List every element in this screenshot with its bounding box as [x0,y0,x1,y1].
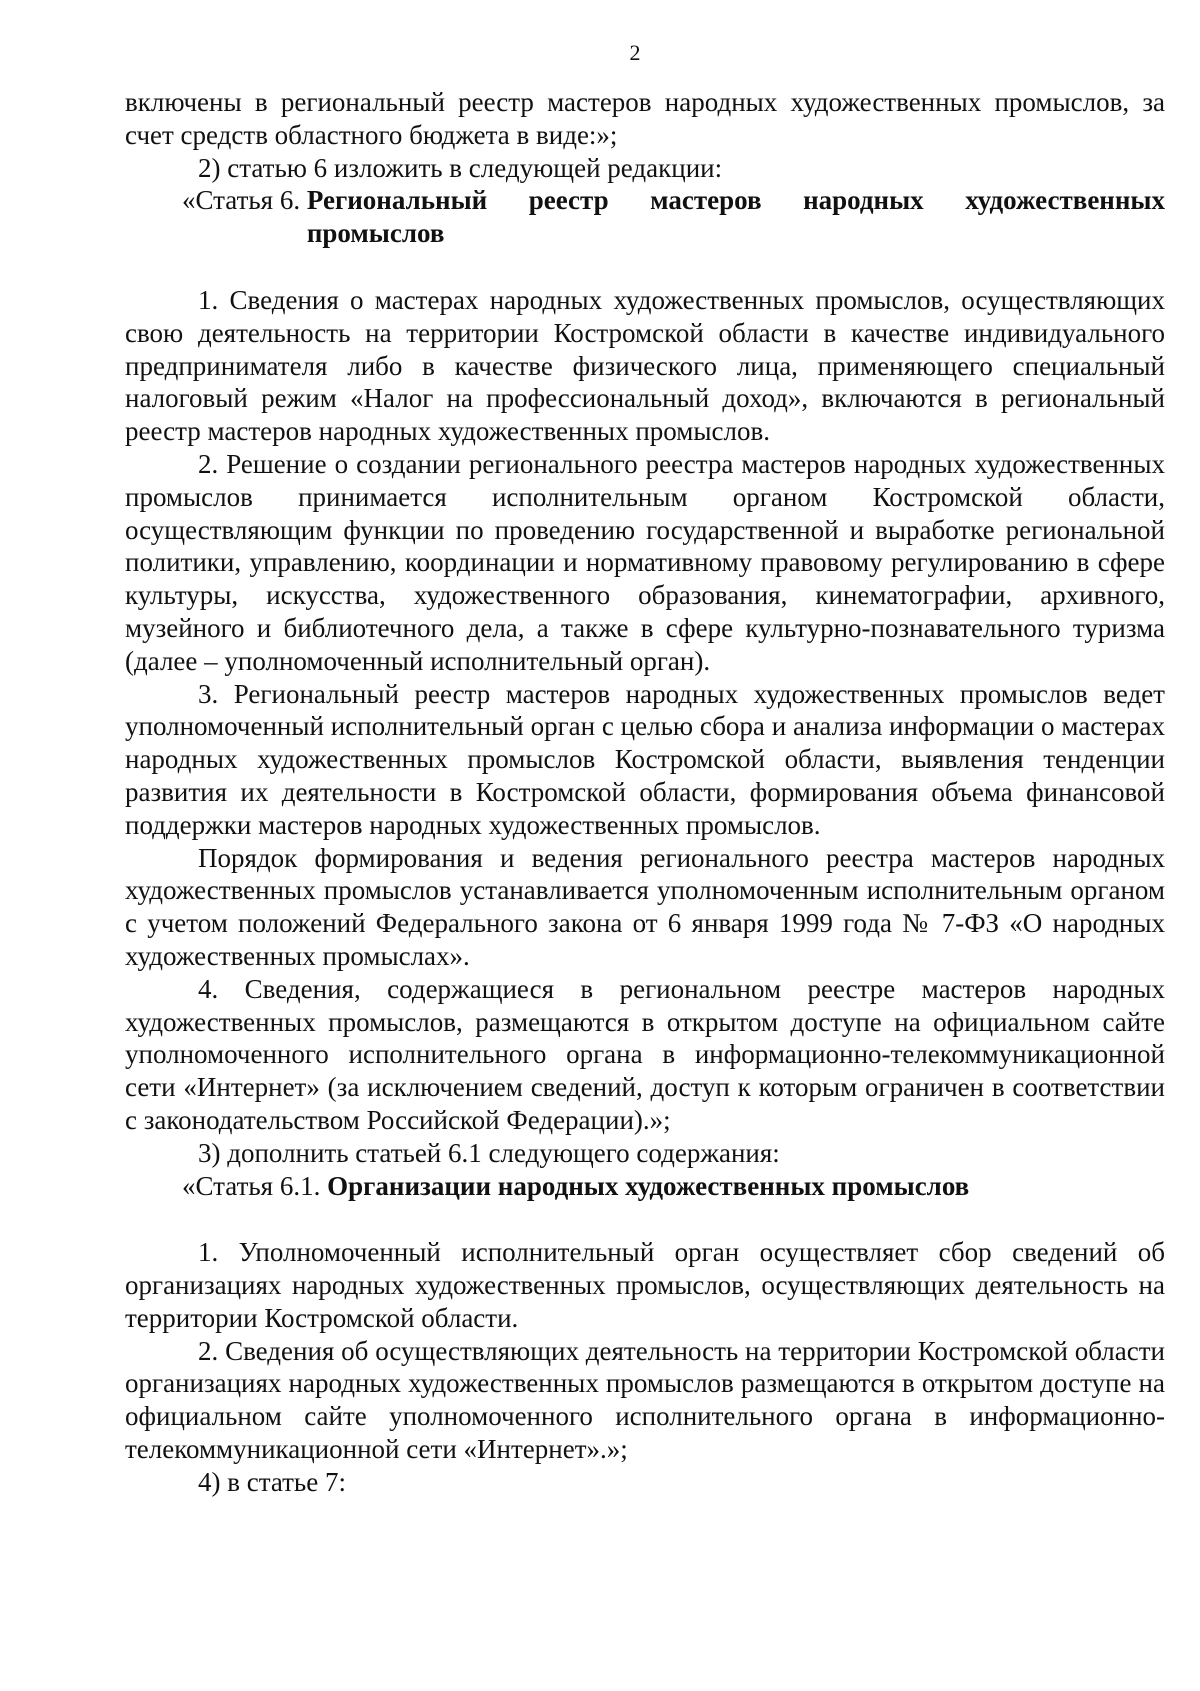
article-6-1-number: «Статья 6.1. [182,1170,328,1201]
paragraph-item-3: 3) дополнить статьей 6.1 следующего содержания: [198,1137,780,1168]
article-6-point-1: 1. Сведения о мастерах народных художественных промыслов, осуществляющих свою деятельность на территории Костромской области в качестве индивидуального предпринимателя либо в качестве физического лица, применяющего специальный налоговый режим «Налог на профессиональный доход», включаются в региональный реестр мастеров народных художественных промыслов. [125,284,1165,447]
article-6-1-point-2: 2. Сведения об осуществляющих деятельность на территории Костромской области организациях народных художественных промыслов размещаются в открытом доступе на официальном сайте уполномоченного исполнительного органа в информационно-телекоммуникационной сети «Интернет».»; [125,1335,1165,1465]
paragraph-intro-continuation: включены в региональный реестр мастеров народных художественных промыслов, за счет средств областного бюджета в виде:»; [125,87,1165,150]
article-6-point-4: 4. Сведения, содержащиеся в региональном реестре мастеров народных художественных промыслов, размещаются в открытом доступе на официальном сайте уполномоченного исполнительного органа в информационно-телекоммуникационной сети «Интернет» (за исключением сведений, доступ к которым ограничен в соответствии с законодательством Российской Федерации).»; [125,973,1165,1135]
article-6-1-point-1: 1. Уполномоченный исполнительный орган осуществляет сбор сведений об организациях народных художественных промыслов, осуществляющих деятельность на территории Костромской области. [125,1237,1165,1333]
document-body [125,86,1165,1499]
article-6-1-title: Организации народных художественных промыслов [327,1170,970,1201]
article-6-number: «Статья 6. [182,185,307,216]
paragraph-item-4: 4) в статье 7: [198,1466,346,1497]
article-6-1-heading [182,1170,1165,1203]
page-number: 2 [629,40,641,65]
article-6-point-3: 3. Региональный реестр мастеров народных художественных промыслов ведет уполномоченный исполнительный орган с целью сбора и анализа информации о мастерах народных художественных промыслов Костромской области, выявления тенденции развития их деятельности в Костромской области, формирования объема финансовой поддержки мастеров народных художественных промыслов. [125,678,1165,840]
article-6-point-3-procedure: Порядок формирования и ведения регионального реестра мастеров народных художественных промыслов устанавливается уполномоченным исполнительным органом с учетом положений Федерального закона от 6 января 1999 года № 7-ФЗ «О народных художественных промыслах». [125,842,1165,971]
paragraph-item-2: 2) статью 6 изложить в следующей редакции: [198,152,723,183]
article-6-heading [182,184,1165,250]
article-6-title: Региональный реестр мастеров народных художественных промыслов [306,185,1165,249]
article-6-point-2: 2. Решение о создании регионального реестра мастеров народных художественных промыслов принимается исполнительным органом Костромской области, осуществляющим функции по проведению государственной и выработке региональной политики, управлению, координации и нормативному правовому регулированию в сфере культуры, искусства, художественного образования, кинематографии, архивного, музейного и библиотечного дела, а также в сфере культурно-познавательного туризма (далее – уполномоченный исполнительный орган). [125,448,1165,676]
